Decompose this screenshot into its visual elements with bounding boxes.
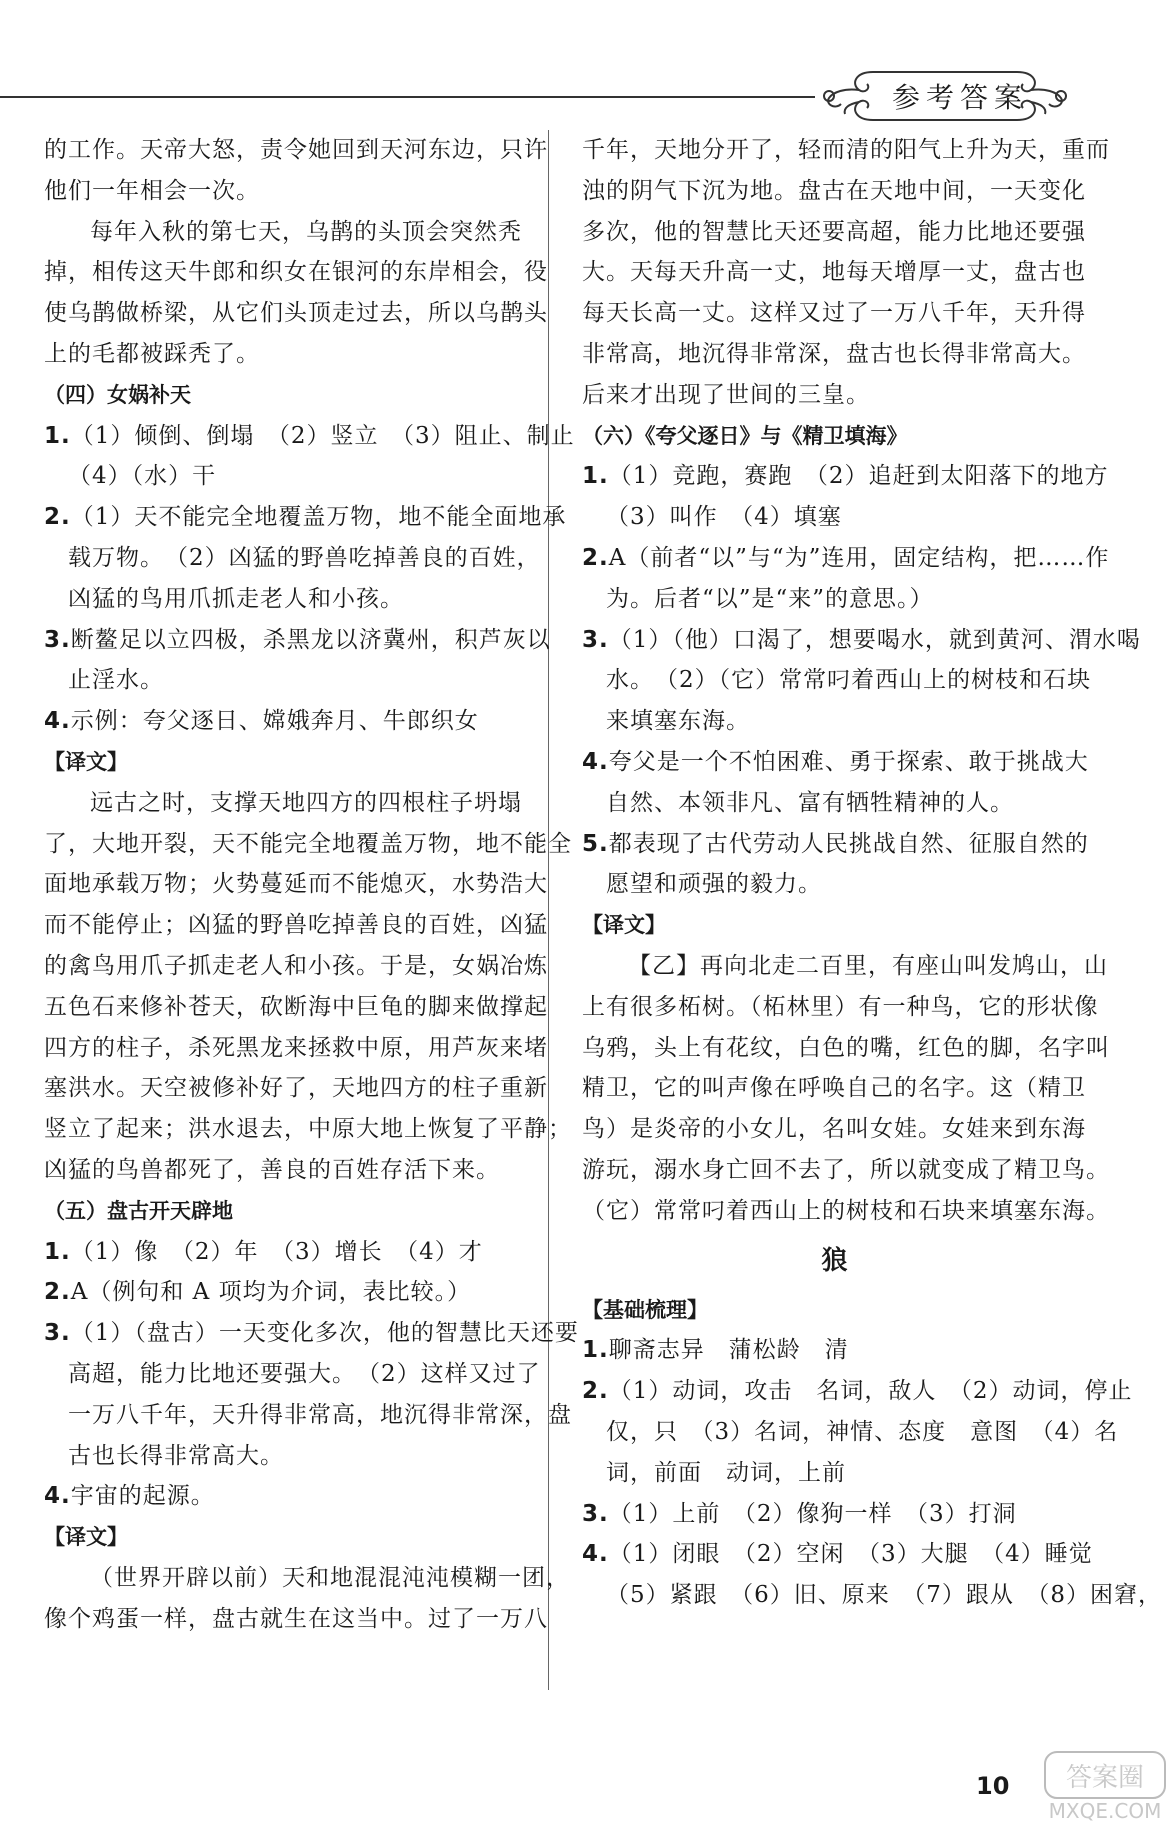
answer-continuation: 来填塞东海。 [606, 708, 750, 735]
answer-continuation: 止淫水。 [68, 667, 164, 694]
text-line: 非常高，地沉得非常深，盘古也长得非常高大。 [582, 340, 1086, 367]
paragraph-start: （世界开辟以前）天和地混混沌沌模糊一团， [90, 1564, 570, 1591]
answer-number: 1. [582, 463, 609, 490]
answer-text: （1）上前 （2）像狗一样 （3）打洞 [608, 1500, 1017, 1527]
answer-number: 5. [582, 830, 609, 857]
answer-item [582, 1371, 1133, 1412]
answer-number: 2. [44, 504, 71, 531]
answer-item [582, 538, 1110, 579]
answer-item [44, 620, 549, 661]
watermark-logo [1015, 1742, 1175, 1827]
answer-item [582, 456, 1109, 497]
text-line: 的工作。天帝大怒，责令她回到天河东边，只许 [44, 137, 548, 163]
answer-text: （1）倾倒、倒塌 （2）竖立 （3）阻止、制止 [70, 422, 575, 449]
text-line: 后来才出现了世间的三皇。 [582, 381, 870, 408]
answer-continuation: 自然、本领非凡、富有牺牲精神的人。 [606, 789, 1014, 816]
answer-item [44, 1272, 549, 1313]
answer-text: （1）（他）口渴了，想要喝水，就到黄河、渭水喝 [608, 626, 1141, 653]
answer-item [582, 1330, 1087, 1371]
answer-item [44, 701, 549, 742]
text-line: 了，大地开裂，天不能完全地覆盖万物，地不能全 [44, 830, 572, 857]
answer-continuation: 凶猛的鸟用爪抓走老人和小孩。 [68, 585, 404, 612]
answer-text: 聊斋志异 蒲松龄 清 [608, 1337, 849, 1364]
text-line: 乌鸦，头上有花纹，白色的嘴，红色的脚，名字叫 [582, 1034, 1110, 1061]
answer-item [582, 1494, 1087, 1535]
text-line: 上有很多柘树。（柘林里）有一种鸟，它的形状像 [582, 993, 1099, 1020]
text-line: 五色石来修补苍天，砍断海中巨龟的脚来做撑起 [44, 993, 548, 1020]
text-line: 使乌鹊做桥梁，从它们头顶走过去，所以乌鹊头 [44, 300, 548, 327]
answer-number: 3. [44, 1320, 71, 1347]
translation-label: 【基础梳理】 [582, 1297, 708, 1322]
answer-number: 4. [582, 1541, 609, 1568]
answer-continuation: （4）（水）干 [68, 463, 217, 490]
text-line: 的禽鸟用爪子抓走老人和小孩。于是，女娲冶炼 [44, 952, 548, 979]
text-line: 四方的柱子，杀死黑龙来拯救中原，用芦灰来堵 [44, 1034, 548, 1061]
text-line: 浊的阴气下沉为地。盘古在天地中间，一天变化 [582, 177, 1086, 204]
answer-item [44, 497, 567, 538]
section-heading: （六）《夸父逐日》与《精卫填海》 [582, 423, 908, 448]
text-line: 面地承载万物；火势蔓延而不能熄灭，水势浩大 [44, 871, 548, 898]
text-line: 每天长高一丈。这样又过了一万八千年，天升得 [582, 300, 1086, 327]
text-line: 鸟）是炎帝的小女儿，名叫女娃。女娃来到东海 [582, 1116, 1086, 1143]
text-line: 游玩，溺水身亡回不去了，所以就变成了精卫鸟。 [582, 1156, 1110, 1183]
text-line: 他们一年相会一次。 [44, 177, 260, 204]
page-number: 10 [976, 1772, 1010, 1800]
text-line: 精卫，它的叫声像在呼唤自己的名字。这（精卫 [582, 1075, 1086, 1102]
answer-text: A（例句和 A 项均为介词，表比较。） [70, 1279, 472, 1306]
header-title: 参考答案 [891, 81, 1028, 114]
text-line: 千年，天地分开了，轻而清的阳气上升为天，重而 [582, 137, 1110, 163]
header-badge [815, 58, 1075, 134]
answer-continuation: 一万八千年，天升得非常高，地沉得非常深，盘 [68, 1401, 572, 1428]
answer-number: 1. [44, 1238, 71, 1265]
answer-item [44, 1232, 549, 1273]
answer-text: （1）像 （2）年 （3）增长 （4）才 [70, 1238, 483, 1265]
text-line: 凶猛的鸟兽都死了，善良的百姓存活下来。 [44, 1156, 500, 1183]
text-line: 像个鸡蛋一样，盘古就生在这当中。过了一万八 [44, 1605, 548, 1632]
answer-number: 4. [44, 1483, 71, 1510]
text-line: 多次，他的智慧比天还要高超，能力比地还要强 [582, 218, 1086, 245]
answer-continuation: 古也长得非常高大。 [68, 1442, 284, 1469]
paragraph-start: 远古之时，支撑天地四方的四根柱子坍塌 [90, 789, 522, 816]
text-line: 而不能停止；凶猛的野兽吃掉善良的百姓，凶猛 [44, 912, 548, 939]
answer-text: 断鳌足以立四极，杀黑龙以济冀州，积芦灰以 [70, 626, 551, 653]
answer-item [582, 742, 1087, 783]
answer-number: 4. [44, 708, 71, 735]
answer-continuation: 载万物。 （2）凶猛的野兽吃掉善良的百姓， [68, 544, 541, 571]
translation-label: 【译文】 [582, 913, 666, 938]
answer-item [582, 824, 1087, 865]
answer-continuation: 水。 （2）（它）常常叼着西山上的树枝和石块 [606, 667, 1092, 694]
answer-number: 3. [44, 626, 71, 653]
paragraph-start: 每年入秋的第七天，乌鹊的头顶会突然秃 [90, 218, 522, 245]
answer-continuation: 高超，能力比地还要强大。 （2）这样又过了 [68, 1360, 541, 1387]
answer-continuation: 词，前面 动词，上前 [606, 1459, 846, 1486]
answer-item [582, 620, 1141, 661]
answer-text: 夸父是一个不怕困难、勇于探索、敢于挑战大 [608, 748, 1089, 775]
text-line: 掉，相传这天牛郎和织女在银河的东岸相会，役 [44, 259, 548, 286]
text-line: 竖立了起来；洪水退去，中原大地上恢复了平静； [44, 1116, 572, 1143]
text-line: 大。天每天升高一丈，地每天增厚一丈，盘古也 [582, 259, 1086, 286]
watermark-text: 答案圈 [1065, 1763, 1145, 1793]
text-line: （它）常常叼着西山上的树枝和石块来填塞东海。 [582, 1197, 1110, 1224]
right-column [582, 130, 1163, 1616]
answer-number: 4. [582, 748, 609, 775]
section-heading: （五）盘古开天辟地 [44, 1198, 233, 1223]
answer-item [44, 1476, 549, 1517]
answer-continuation: 仅，只 （3）名词，神情、态度 意图 （4）名 [606, 1418, 1119, 1445]
answer-text: 宇宙的起源。 [70, 1483, 215, 1510]
answer-item [44, 1313, 579, 1354]
answer-text: （1）天不能完全地覆盖万物，地不能全面地承 [70, 504, 567, 531]
answer-number: 2. [44, 1279, 71, 1306]
answer-text: 示例：夸父逐日、嫦娥奔月、牛郎织女 [70, 708, 479, 735]
translation-label: 【译文】 [44, 1525, 128, 1550]
paragraph-start: 【乙】再向北走二百里，有座山叫发鸠山，山 [628, 952, 1108, 979]
answer-number: 3. [582, 1500, 609, 1527]
answer-number: 2. [582, 1378, 609, 1405]
answer-item [582, 1534, 1093, 1575]
answer-text: （1）闭眼 （2）空闲 （3）大腿 （4）睡觉 [608, 1541, 1093, 1568]
watermark-url: MXQE.COM [1048, 1799, 1162, 1823]
answer-item [44, 416, 575, 457]
answer-continuation: 愿望和顽强的毅力。 [606, 871, 822, 898]
watermark-icon [1015, 1742, 1175, 1827]
left-column [44, 130, 579, 1639]
text-line: 塞洪水。天空被修补好了，天地四方的柱子重新 [44, 1075, 548, 1102]
answer-continuation: （3）叫作 （4）填塞 [606, 504, 842, 531]
answer-continuation: （5）紧跟 （6）旧、原来 （7）跟从 （8）困窘， [606, 1582, 1163, 1609]
answer-number: 3. [582, 626, 609, 653]
section-heading: （四）女娲补天 [44, 382, 191, 407]
answer-text: A（前者“以”与“为”连用，固定结构，把……作 [608, 544, 1110, 571]
answer-text: （1）动词，攻击 名词，敌人 （2）动词，停止 [608, 1378, 1133, 1405]
answer-text: （1）（盘古）一天变化多次，他的智慧比天还要 [70, 1320, 579, 1347]
answer-text: 都表现了古代劳动人民挑战自然、征服自然的 [608, 830, 1089, 857]
header-rule [0, 96, 815, 98]
answer-number: 2. [582, 544, 609, 571]
lesson-title: 狼 [821, 1245, 848, 1276]
text-line: 上的毛都被踩秃了。 [44, 340, 260, 367]
translation-label: 【译文】 [44, 749, 128, 774]
answer-number: 1. [44, 422, 71, 449]
answer-text: （1）竞跑，赛跑 （2）追赶到太阳落下的地方 [608, 463, 1109, 490]
answer-continuation: 为。后者“以”是“来”的意思。） [606, 585, 934, 612]
answer-number: 1. [582, 1337, 609, 1364]
